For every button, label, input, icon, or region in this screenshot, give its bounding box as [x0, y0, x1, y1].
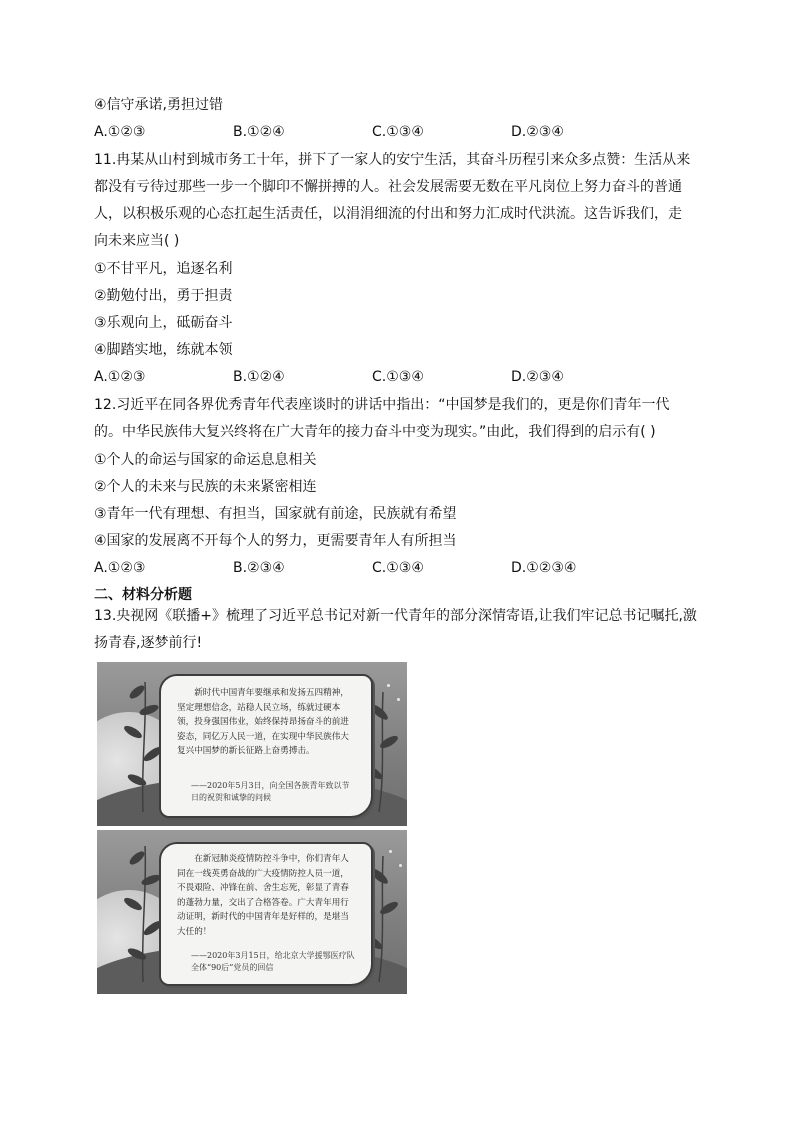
sparkle-icon [389, 850, 392, 853]
q11-option-d[interactable]: D.②③④ [511, 369, 564, 385]
q10-option-b[interactable]: B.①②④ [233, 124, 285, 140]
section-heading: 二、材料分析题 [94, 587, 192, 603]
q10-option-a[interactable]: A.①②③ [94, 124, 146, 140]
q12-option-c[interactable]: C.①③④ [372, 560, 424, 576]
q10-item-4: ④信守承诺,勇担过错 [94, 97, 224, 113]
q12-option-a[interactable]: A.①②③ [94, 560, 146, 576]
sparkle-icon [399, 864, 402, 867]
q11-stem-line-2: 都没有亏待过那些一步一个脚印不懈拼搏的人。社会发展需要无数在平凡岗位上努力奋斗的普通 [94, 179, 682, 195]
q11-item-3: ③乐观向上，砥砺奋斗 [94, 315, 233, 331]
q11-option-b[interactable]: B.①②④ [233, 369, 285, 385]
quote-text-2: 在新冠肺炎疫情防控斗争中，你们青年人同在一线英勇奋战的广大疫情防控人员一道，不畏艰险、冲锋在前、舍生忘死，彰显了青春的蓬勃力量，交出了合格答卷。广大青年用行动证明，新时代的中国青年是好样的，是堪当大任的！ [177, 854, 349, 937]
q12-stem-line-1: 12.习近平在同各界优秀青年代表座谈时的讲话中指出：“中国梦是我们的，更是你们青年一代 [94, 397, 670, 413]
q12-option-b[interactable]: B.②③④ [233, 560, 285, 576]
q11-stem-line-1: 11.冉某从山村到城市务工十年，拼下了一家人的安宁生活，其奋斗历程引来众多点赞：生活从来 [94, 152, 691, 168]
q12-item-1: ①个人的命运与国家的命运息息相关 [94, 452, 317, 468]
quote-image-2 [97, 830, 407, 994]
q12-item-2: ②个人的未来与民族的未来紧密相连 [94, 479, 317, 495]
quote-citation-2: ——2020年3月15日，给北京大学援鄂医疗队全体“90后”党员的回信 [191, 951, 355, 972]
quote-image-1 [97, 662, 407, 826]
quote-citation-1: ——2020年5月3日，向全国各族青年致以节日的祝贺和诚挚的问候 [191, 781, 350, 802]
q13-stem-line-1: 13.央视网《联播+》梳理了习近平总书记对新一代青年的部分深情寄语,让我们牢记总书记嘱托,激 [94, 608, 697, 624]
quote-text-1: 新时代中国青年要继承和发扬五四精神，坚定理想信念，站稳人民立场，练就过硬本领，投身强国伟业，始终保持昂扬奋斗的前进姿态，同亿万人民一道，在实现中华民族伟大复兴中国梦的新长征路上奋勇搏击。 [177, 688, 349, 757]
q11-option-a[interactable]: A.①②③ [94, 369, 146, 385]
q11-item-4: ④脚踏实地，练就本领 [94, 342, 233, 358]
q11-item-2: ②勤勉付出，勇于担责 [94, 288, 233, 304]
q10-option-c[interactable]: C.①③④ [372, 124, 424, 140]
q12-item-3: ③青年一代有理想、有担当，国家就有前途，民族就有希望 [94, 506, 457, 522]
sparkle-icon [387, 684, 390, 687]
q12-stem-line-2: 的。中华民族伟大复兴终将在广大青年的接力奋斗中变为现实。”由此，我们得到的启示有( ) [94, 424, 656, 440]
q13-stem-line-2: 扬青春,逐梦前行! [94, 635, 203, 651]
quote-card-1 [159, 674, 373, 818]
q10-option-d[interactable]: D.②③④ [511, 124, 564, 140]
q12-option-d[interactable]: D.①②③④ [511, 560, 577, 576]
quote-card-2 [159, 842, 373, 986]
q11-stem-line-3: 人，以积极乐观的心态扛起生活责任，以涓涓细流的付出和努力汇成时代洪流。这告诉我们，走 [94, 206, 682, 222]
q11-option-c[interactable]: C.①③④ [372, 369, 424, 385]
q12-item-4: ④国家的发展离不开每个人的努力，更需要青年人有所担当 [94, 533, 457, 549]
sparkle-icon [397, 698, 400, 701]
q11-stem-line-4: 向未来应当( ) [94, 233, 180, 249]
q11-item-1: ①不甘平凡，追逐名利 [94, 261, 233, 277]
